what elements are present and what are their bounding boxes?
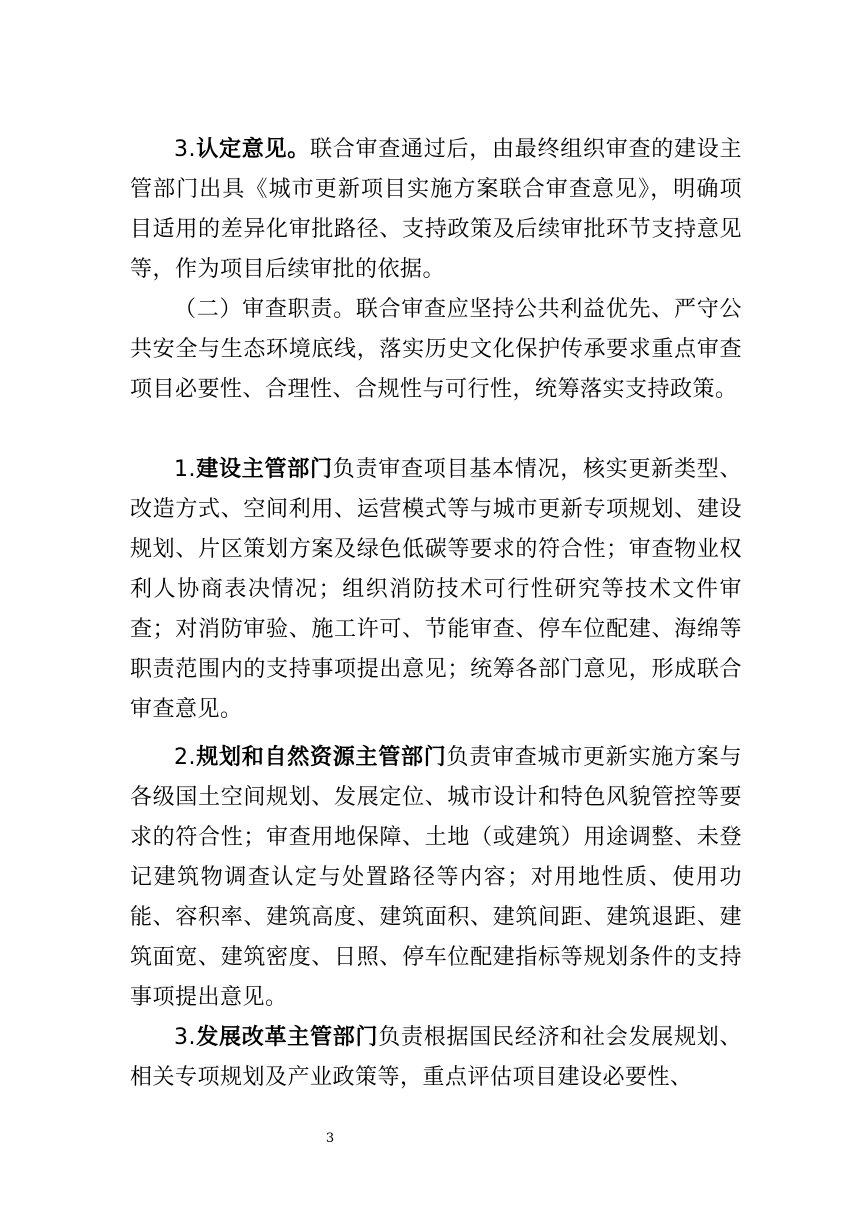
paragraph-heading: 建设主管部门 [196,457,333,482]
paragraph-heading: 发展改革主管部门 [196,1025,379,1050]
paragraph-planning-dept [130,738,742,1018]
paragraph-heading: 规划和自然资源主管部门 [196,745,447,770]
paragraph-number: 1. [174,457,196,482]
paragraph-development-dept [130,1018,742,1098]
paragraph-number: 3. [174,137,196,162]
paragraph-body: （二）审查职责。联合审查应坚持公共利益优先、严守公共安全与生态环境底线，落实历史文化保护传承要求重点审查项目必要性、合理性、合规性与可行性，统筹落实支持政策。 [130,297,742,402]
paragraph-number: 2. [174,745,196,770]
paragraph-recognition-opinion [130,130,742,290]
page-number: 3 [325,1131,335,1146]
paragraph-heading: 认定意见。 [196,137,310,162]
paragraph-review-duties [130,290,742,410]
paragraph-body: 负责审查项目基本情况，核实更新类型、改造方式、空间利用、运营模式等与城市更新专项规划、建设规划、片区策划方案及绿色低碳等要求的符合性；审查物业权利人协商表决情况；组织消防技术可行性研究等技术文件审查；对消防审验、施工许可、节能审查、停车位配建、海绵等职责范围内的支持事项提出意见；统筹各部门意见，形成联合审查意见。 [130,457,742,722]
paragraph-number: 3. [174,1025,196,1050]
paragraph-body: 负责审查城市更新实施方案与各级国土空间规划、发展定位、城市设计和特色风貌管控等要求的符合性；审查用地保障、土地（或建筑）用途调整、未登记建筑物调查认定与处置路径等内容；对用地性质、使用功能、容积率、建筑高度、建筑面积、建筑间距、建筑退距、建筑面宽、建筑密度、日照、停车位配建指标等规划条件的支持事项提出意见。 [130,745,742,1010]
paragraph-body: 负责根据国民经济和社会发展规划、相关专项规划及产业政策等，重点评估项目建设必要性、 [130,1025,742,1090]
paragraph-construction-dept [130,450,742,730]
paragraph-body: 联合审查通过后，由最终组织审查的建设主管部门出具《城市更新项目实施方案联合审查意见》，明确项目适用的差异化审批路径、支持政策及后续审批环节支持意见等，作为项目后续审批的依据。 [130,137,742,282]
